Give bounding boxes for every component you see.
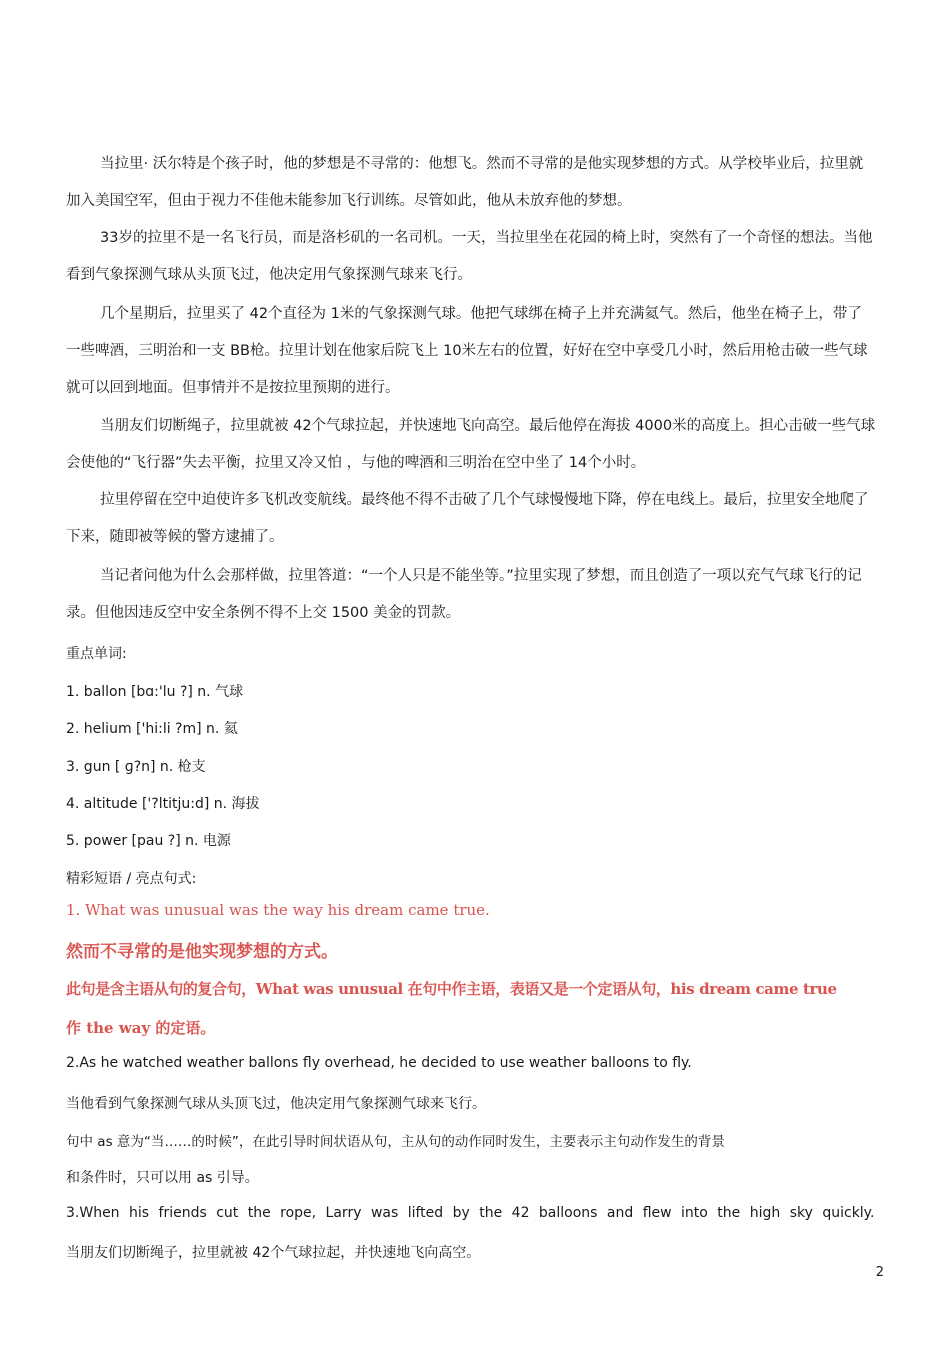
- story-paragraph-3: 几个星期后，拉里买了 42个直径为 1米的气象探测气球。他把气球绑在椅子上并充满氦气。然后，他坐在椅子上，带了一些啤酒，三明治和一支 BB枪。拉里计划在他家后院飞上 10米左右的位置，好好在空中享受几小时，然后用枪击破一些气球就可以回到地面。但事情并不是按拉里预期的进行。: [66, 306, 868, 396]
- vocab-item: 5. power [pau ?] n. 电源: [66, 833, 231, 849]
- highlight-note-2: 作 the way 的定语。: [66, 1019, 216, 1037]
- sentence-3-english: 3.When his friends cut the rope, Larry was lifted by the 42 balloons and flew into the high sky quickly.: [66, 1205, 875, 1221]
- story-paragraph-4: 当朋友们切断绳子，拉里就被 42个气球拉起，并快速地飞向高空。最后他停在海拔 4000米的高度上。担心击破一些气球会使他的“飞行器”失去平衡，拉里又冷又怕 ，与他的啤酒和三明治在空中坐了 14个小时。: [66, 418, 876, 471]
- sentence-2-english: 2.As he watched weather ballons fly overhead, he decided to use weather balloons to fly.: [66, 1055, 692, 1071]
- sentence-2-note-1: 句中 as 意为“当……的时候”，在此引导时间状语从句，主从句的动作同时发生，主要表示主句动作发生的背景: [66, 1134, 725, 1150]
- vocab-item: 3. gun [ ɡ?n] n. 枪支: [66, 759, 206, 775]
- highlight-translation-1: 然而不寻常的是他实现梦想的方式。: [66, 942, 338, 962]
- phrases-heading: 精彩短语 / 亮点句式:: [66, 871, 197, 887]
- sentence-3-chinese: 当朋友们切断绳子，拉里就被 42个气球拉起，并快速地飞向高空。: [66, 1245, 481, 1261]
- highlight-note-1: 此句是含主语从句的复合句，What was unusual 在句中作主语，表语又是一个定语从句，his dream came true: [66, 980, 837, 998]
- page-number: 2: [875, 1265, 884, 1280]
- highlight-sentence-1: 1. What was unusual was the way his dream came true.: [66, 901, 490, 919]
- vocab-item: 4. altitude ['?ltitju:d] n. 海拔: [66, 796, 260, 812]
- sentence-2-chinese: 当他看到气象探测气球从头顶飞过，他决定用气象探测气球来飞行。: [66, 1096, 486, 1112]
- vocab-item: 2. helium ['hi:li ?m] n. 氦: [66, 721, 238, 737]
- sentence-2-note-2: 和条件时，只可以用 as 引导。: [66, 1170, 259, 1186]
- story-paragraph-2: 33岁的拉里不是一名飞行员，而是洛杉矶的一名司机。一天，当拉里坐在花园的椅上时，突然有了一个奇怪的想法。当他看到气象探测气球从头顶飞过，他决定用气象探测气球来飞行。: [66, 230, 873, 283]
- story-paragraph-1: 当拉里· 沃尔特是个孩子时，他的梦想是不寻常的：他想飞。然而不寻常的是他实现梦想的方式。从学校毕业后，拉里就加入美国空军，但由于视力不佳他未能参加飞行训练。尽管如此，他从未放弃他的梦想。: [66, 156, 864, 209]
- story-paragraph-6: 当记者问他为什么会那样做，拉里答道：“一个人只是不能坐等。”拉里实现了梦想，而且创造了一项以充气气球飞行的记录。但他因违反空中安全条例不得不上交 1500 美金的罚款。: [66, 568, 862, 621]
- vocab-item: 1. ballon [bɑ:'lu ?] n. 气球: [66, 684, 244, 700]
- vocab-heading: 重点单词:: [66, 646, 127, 662]
- story-paragraph-5: 拉里停留在空中迫使许多飞机改变航线。最终他不得不击破了几个气球慢慢地下降，停在电线上。最后，拉里安全地爬了下来，随即被等候的警方逮捕了。: [66, 492, 869, 545]
